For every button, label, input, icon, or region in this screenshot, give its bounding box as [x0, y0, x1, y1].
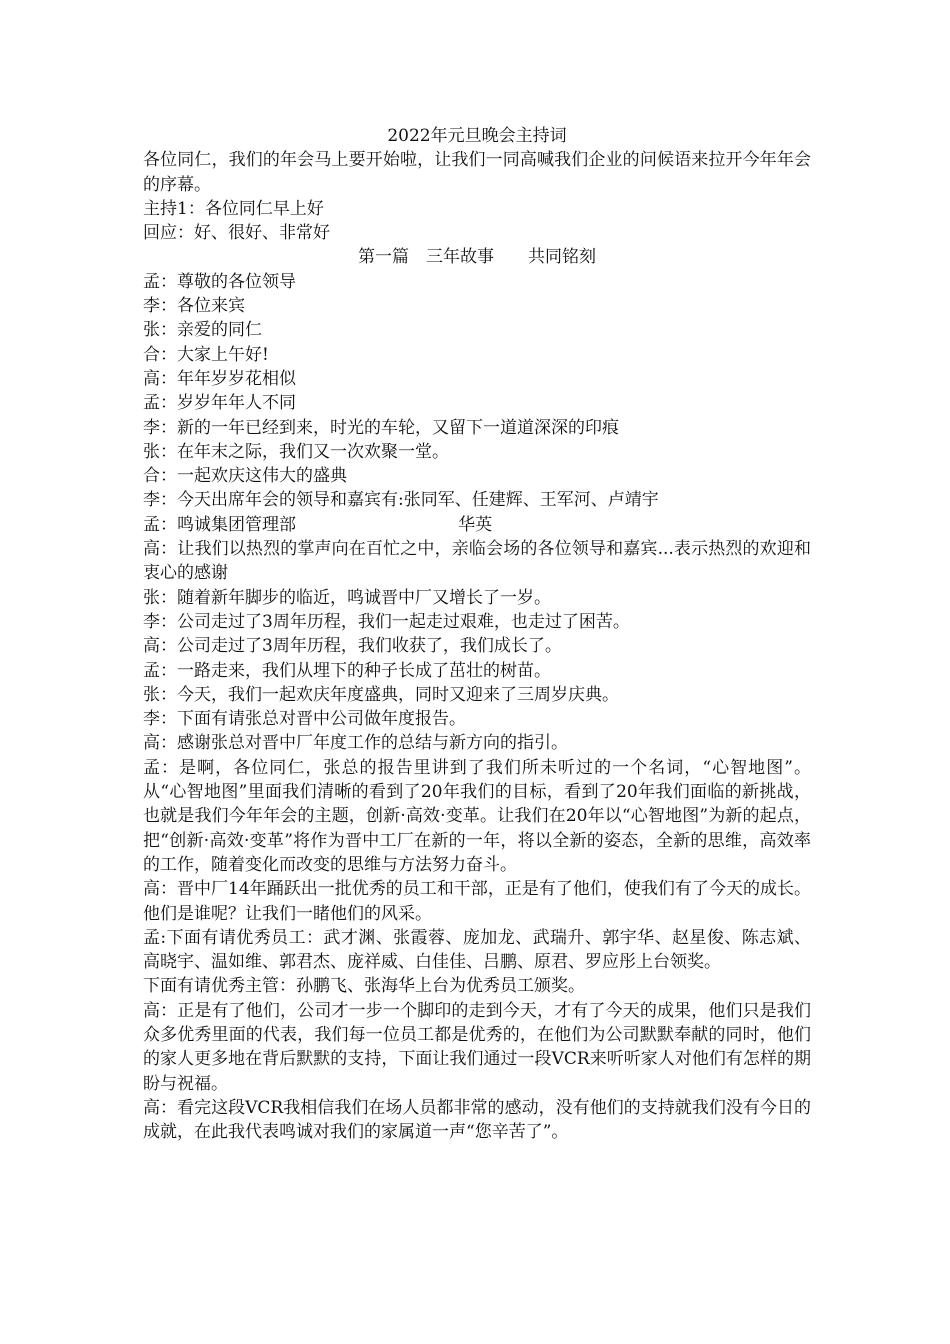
- script-line: 李：今天出席年会的领导和嘉宾有:张同军、任建辉、王军河、卢靖宇: [143, 490, 659, 511]
- script-line: 合：大家上午好!: [143, 344, 269, 365]
- script-line: 孟：是啊，各位同仁，张总的报告里讲到了我们所未听过的一个名词，“心智地图”。从“心智地图”里面我们清晰的看到了20年我们的目标，看到了20年我们面临的新挑战，也就是我们今年年会的主题，创新·高效·变革。让我们在20年以“心智地图”为新的起点，把“创新·高效·变革”将作为晋中工厂在新的一年，将以全新的姿态，全新的思维，高效率的工作，随着变化而改变的思维与方法努力奋斗。: [143, 757, 811, 875]
- section-title: 第一篇 三年故事 共同铭刻: [358, 247, 596, 268]
- host-greeting: 主持1：各位同仁早上好: [143, 198, 324, 219]
- script-line: 高：感谢张总对晋中厂年度工作的总结与新方向的指引。: [143, 733, 568, 754]
- script-line: 孟：鸣诚集团管理部 华英: [143, 514, 493, 535]
- script-line: 孟：岁岁年年人不同: [143, 393, 296, 414]
- script-line: 下面有请优秀主管：孙鹏飞、张海华上台为优秀员工颁奖。: [143, 976, 585, 997]
- script-line: 张：在年末之际，我们又一次欢聚一堂。: [143, 441, 449, 462]
- intro-paragraph: 各位同仁，我们的年会马上要开始啦，让我们一同高喊我们企业的问候语来拉开今年年会的序幕。: [143, 150, 811, 195]
- script-line: 高：正是有了他们，公司才一步一个脚印的走到今天，才有了今天的成果，他们只是我们众多优秀里面的代表，我们每一位员工都是优秀的，在他们为公司默默奉献的同时，他们的家人更多地在背后默默的支持，下面让我们通过一段VCR来听听家人对他们有怎样的期盼与祝福。: [143, 1000, 811, 1094]
- script-line: 李：新的一年已经到来，时光的车轮，又留下一道道深深的印痕: [143, 417, 619, 438]
- document-page: [143, 124, 811, 1144]
- script-line: 孟：尊敬的各位领导: [143, 271, 296, 292]
- script-line: 李：公司走过了3周年历程，我们一起走过艰难，也走过了困苦。: [143, 611, 630, 632]
- script-line: 高：看完这段VCR我相信我们在场人员都非常的感动，没有他们的支持就我们没有今日的成就，在此我代表鸣诚对我们的家属道一声“您辛苦了”。: [143, 1097, 811, 1143]
- script-line: 张：今天，我们一起欢庆年度盛典，同时又迎来了三周岁庆典。: [143, 684, 619, 705]
- script-line: 高：让我们以热烈的掌声向在百忙之中，亲临会场的各位领导和嘉宾...表示热烈的欢迎和衷心的感谢: [143, 539, 811, 584]
- script-line: 张：随着新年脚步的临近，鸣诚晋中厂又增长了一岁。: [143, 587, 551, 608]
- document-title: 2022年元旦晚会主持词: [387, 126, 567, 146]
- script-line: 高：年年岁岁花相似: [143, 368, 296, 389]
- audience-response: 回应：好、很好、非常好: [143, 223, 330, 244]
- script-line: 张：亲爱的同仁: [143, 320, 262, 341]
- script-line: 合：一起欢庆这伟大的盛典: [143, 466, 347, 487]
- script-line: 孟:下面有请优秀员工：武才渊、张霞蓉、庞加龙、武瑞升、郭宇华、赵星俊、陈志斌、高晓宇、温如维、郭君杰、庞祥威、白佳佳、吕鹏、原君、罗应彤上台领奖。: [143, 927, 811, 973]
- script-line: 李：下面有请张总对晋中公司做年度报告。: [143, 709, 466, 730]
- script-line: 高：公司走过了3周年历程，我们收获了，我们成长了。: [143, 636, 562, 657]
- script-line: 李：各位来宾: [143, 296, 245, 317]
- script-line: 孟：一路走来，我们从埋下的种子长成了茁壮的树苗。: [143, 660, 551, 681]
- script-line: 高：晋中厂14年踊跃出一批优秀的员工和干部，正是有了他们，使我们有了今天的成长。他们是谁呢？让我们一睹他们的风采。: [143, 879, 811, 924]
